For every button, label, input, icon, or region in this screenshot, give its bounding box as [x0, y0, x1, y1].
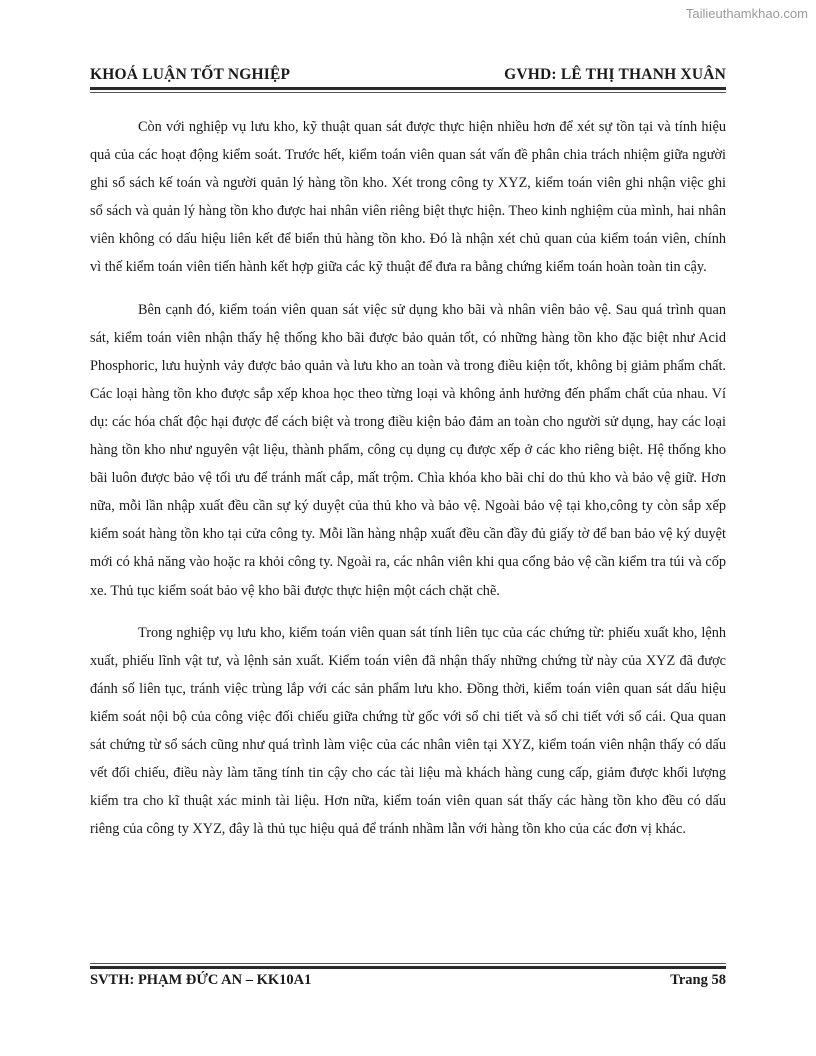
footer-rule-thick: [90, 966, 726, 969]
student-name: SVTH: PHẠM ĐỨC AN – KK10A1: [90, 972, 312, 988]
page-header: [90, 66, 726, 84]
footer-rule-thin: [90, 963, 726, 964]
page-number: Trang 58: [670, 972, 726, 988]
thesis-title: KHOÁ LUẬN TỐT NGHIỆP: [90, 66, 291, 83]
header-rule-thick: [90, 87, 726, 90]
document-body: [90, 113, 726, 857]
paragraph-3: Trong nghiệp vụ lưu kho, kiểm toán viên quan sát tính liên tục của các chứng từ: phiếu xuất kho, lệnh xuất, phiếu lĩnh vật tư, và lệnh sản xuất. Kiểm toán viên đã nhận thấy những chứng từ này của XYZ đã được đánh số liên tục, tránh việc trùng lắp với các sản phẩm lưu kho. Đồng thời, kiểm toán viên quan sát dấu hiệu kiểm soát nội bộ của công việc đối chiếu giữa chứng từ gốc với sổ chi tiết và sổ chi tiết với sổ cái. Qua quan sát chứng từ sổ sách cũng như quá trình làm việc của các nhân viên tại XYZ, kiểm toán viên nhận thấy có dấu vết đối chiếu, điều này làm tăng tính tin cậy cho các tài liệu mà khách hàng cung cấp, giảm được khối lượng kiểm tra cho kĩ thuật xác minh tài liệu. Hơn nữa, kiểm toán viên quan sát thấy các hàng tồn kho đều có dấu riêng của công ty XYZ, đây là thủ tục hiệu quả để tránh nhầm lẫn với hàng tồn kho của các đơn vị khác.: [90, 624, 726, 838]
header-rule-thin: [90, 92, 726, 93]
advisor-name: GVHD: LÊ THỊ THANH XUÂN: [504, 66, 726, 83]
watermark-text: Tailieuthamkhao.com: [685, 6, 808, 21]
page-footer: [90, 972, 726, 989]
paragraph-1: Còn với nghiệp vụ lưu kho, kỹ thuật quan sát được thực hiện nhiều hơn để xét sự tồn tại và tính hiệu quả của các hoạt động kiểm soát. Trước hết, kiểm toán viên quan sát vấn đề phân chia trách nhiệm giữa người ghi sổ sách kế toán và người quản lý hàng tồn kho. Xét trong công ty XYZ, kiểm toán viên ghi nhận việc ghi sổ sách và quản lý hàng tồn kho được hai nhân viên riêng biệt thực hiện. Theo kinh nghiệm của mình, hai nhân viên không có dấu hiệu liên kết để biển thủ hàng tồn kho. Đó là nhận xét chủ quan của kiểm toán viên, chính vì thế kiểm toán viên tiến hành kết hợp giữa các kỹ thuật để đưa ra bằng chứng kiểm toán hoàn toàn tin cậy.: [90, 119, 726, 276]
paragraph-2: Bên cạnh đó, kiểm toán viên quan sát việc sử dụng kho bãi và nhân viên bảo vệ. Sau quá trình quan sát, kiểm toán viên nhận thấy hệ thống kho bãi được bảo quản tốt, có những hàng tồn kho đặc biệt như Acid Phosphoric, lưu huỳnh vảy được bảo quản và lưu kho an toàn và trong điều kiện tốt, không bị giảm phẩm chất. Các loại hàng tồn kho được sắp xếp khoa học theo từng loại và không ảnh hưởng đến phẩm chất của nhau. Ví dụ: các hóa chất độc hại được để cách biệt và trong điều kiện bảo đảm an toàn cho người sử dụng, hay các loại hàng tồn kho như nguyên vật liệu, thành phẩm, công cụ dụng cụ được xếp ở các kho riêng biệt. Hệ thống kho bãi luôn được bảo vệ tối ưu để tránh mất cắp, mất trộm. Chìa khóa kho bãi chỉ do thủ kho và bảo vệ giữ. Hơn nữa, mỗi lần nhập xuất đều cần sự ký duyệt của thủ kho và bảo vệ. Ngoài bảo vệ tại kho,công ty còn sắp xếp kiểm soát hàng tồn kho tại cửa công ty. Mỗi lần hàng nhập xuất đều cần đầy đủ giấy tờ để ban bảo vệ ký duyệt mới có khả năng vào hoặc ra khỏi công ty. Ngoài ra, các nhân viên khi qua cổng bảo vệ cần kiểm tra túi và cốp xe. Thủ tục kiểm soát bảo vệ kho bãi được thực hiện một cách chặt chẽ.: [90, 301, 726, 599]
